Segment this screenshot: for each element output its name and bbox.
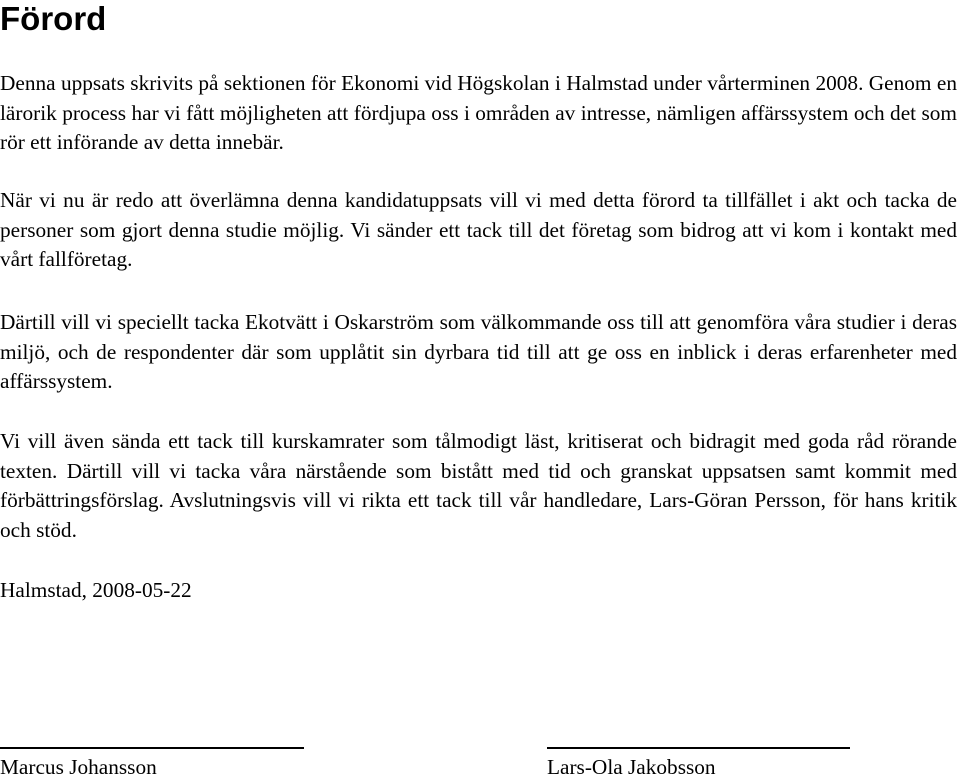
paragraph-ekotvatt: Därtill vill vi speciellt tacka Ekotvätt i Oskarström som välkommande oss till att genomföra våra studier i deras miljö, och de respondenter där som upplåtit sin dyrbara tid till att ge oss en inblick i deras erfarenheter med affärssystem.: [0, 310, 957, 394]
signature-line-1: [0, 747, 304, 749]
page-title: Förord: [0, 0, 107, 37]
paragraph-intro: Denna uppsats skrivits på sektionen för Ekonomi vid Högskolan i Halmstad under vårterminen 2008. Genom en lärorik process har vi fått möjligheten att fördjupa oss i områden av intresse, nämligen affärssystem och det som rör ett införande av detta innebär.: [0, 71, 957, 155]
paragraph-closing: Vi vill även sända ett tack till kurskamrater som tålmodigt läst, kritiserat och bidragit med goda råd rörande texten. Därtill vill vi tacka våra närstående som bistått med tid och granskat uppsatsen samt kommit med förbättringsförslag. Avslutningsvis vill vi rikta ett tack till vår handledare, Lars-Göran Persson, för hans kritik och stöd.: [0, 429, 957, 543]
place-date: Halmstad, 2008-05-22: [0, 578, 192, 602]
signature-name-2: Lars-Ola Jakobsson: [547, 755, 716, 779]
signature-line-2: [547, 747, 850, 749]
paragraph-thanks: När vi nu är redo att överlämna denna kandidatuppsats vill vi med detta förord ta tillfället i akt och tacka de personer som gjort denna studie möjlig. Vi sänder ett tack till det företag som bidrog att vi kom i kontakt med vårt fallföretag.: [0, 188, 957, 272]
signature-name-1: Marcus Johansson: [0, 755, 157, 779]
